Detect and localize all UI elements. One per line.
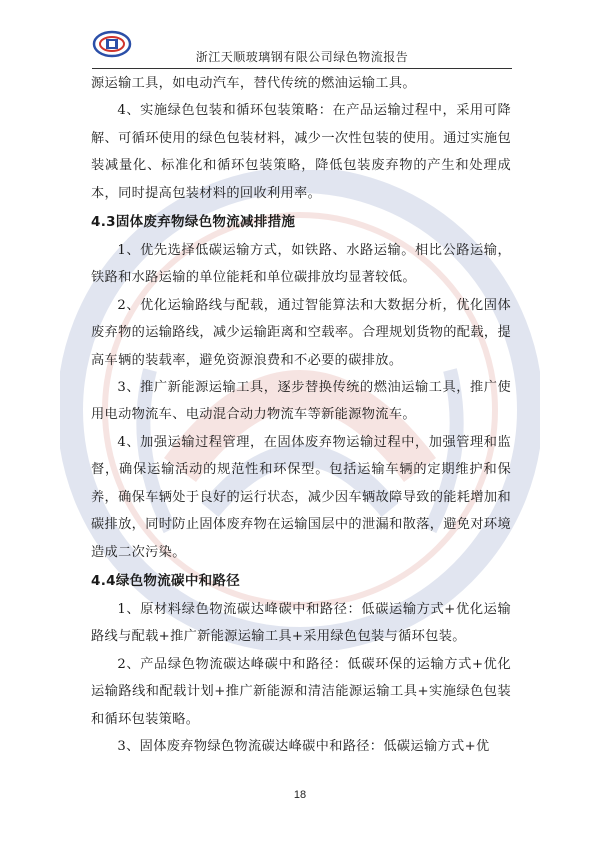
document-body: [91, 70, 511, 760]
paragraph: 2、优化运输路线与配载，通过智能算法和大数据分析，优化固体废弃物的运输路线，减少运输距离和空载率。合理规划货物的配载，提高车辆的装载率，避免资源浪费和不必要的碳排放。: [91, 297, 511, 368]
paragraph: 2、产品绿色物流碳达峰碳中和路径：低碳环保的运输方式+优化运输路线和配载计划+推广新能源和清洁能源运输工具+实施绿色包装和循环包装策略。: [91, 656, 511, 727]
paragraph: 4、实施绿色包装和循环包装策略：在产品运输过程中，采用可降解、可循环使用的绿色包装材料，减少一次性包装的使用。通过实施包装减量化、标准化和循环包装策略，降低包装废弃物的产生和处理成本，同时提高包装材料的回收利用率。: [91, 103, 511, 201]
section-heading: 4.3固体废弃物绿色物流减排措施: [91, 214, 296, 231]
paragraph: 4、加强运输过程管理，在固体废弃物运输过程中，加强管理和监督，确保运输活动的规范性和环保型。包括运输车辆的定期维护和保养，确保车辆处于良好的运行状态，减少因车辆故障导致的能耗增加和碳排放，同时防止固体废弃物在运输国层中的泄漏和散落，避免对环境造成二次污染。: [91, 434, 511, 560]
page-number: 18: [293, 789, 307, 801]
section-heading: 4.4绿色物流碳中和路径: [91, 572, 241, 589]
paragraph: 3、推广新能源运输工具，逐步替换传统的燃油运输工具，推广使用电动物流车、电动混合动力物流车等新能源物流车。: [91, 380, 511, 423]
paragraph: 3、固体废弃物绿色物流碳达峰碳中和路径：低碳运输方式+优: [117, 738, 490, 754]
paragraph: 源运输工具，如电动汽车，替代传统的燃油运输工具。: [91, 76, 416, 91]
paragraph: 1、优先选择低碳运输方式，如铁路、水路运输。相比公路运输，铁路和水路运输的单位能耗和单位碳排放均显著较低。: [91, 243, 511, 286]
paragraph: 1、原材料绿色物流碳达峰碳中和路径：低碳运输方式+优化运输路线与配载+推广新能源运输工具+采用绿色包装与循环包装。: [91, 601, 511, 645]
header-title: 浙江天顺玻璃钢有限公司绿色物流报告: [195, 50, 409, 64]
page-header: [92, 26, 512, 69]
